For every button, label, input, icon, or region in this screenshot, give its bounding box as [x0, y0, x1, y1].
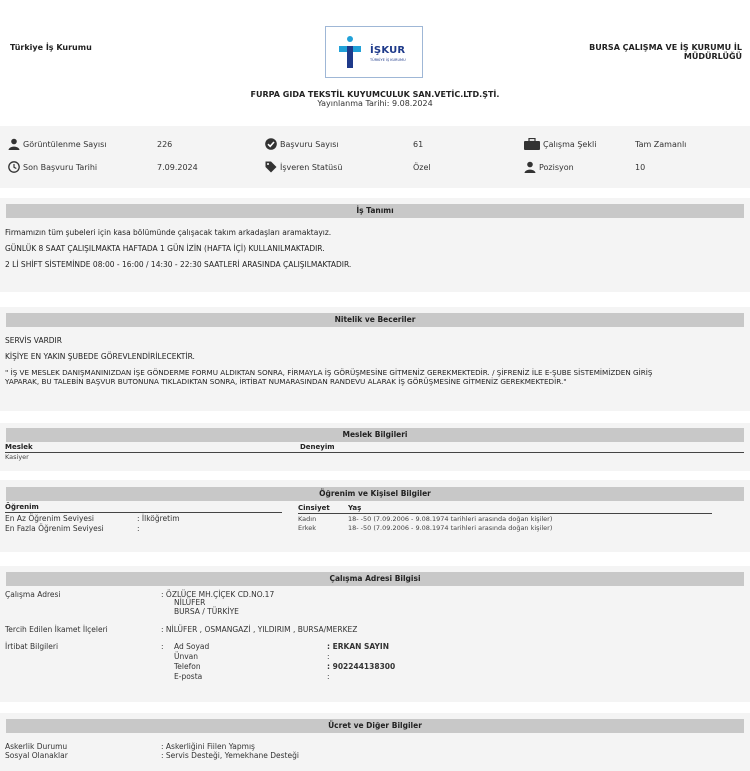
section-title: Çalışma Adresi Bilgisi: [6, 572, 744, 586]
work-address-label: Çalışma Adresi: [5, 590, 61, 599]
military-label: Askerlik Durumu: [5, 742, 68, 751]
skills-line: KİŞİYE EN YAKIN ŞUBEDE GÖREVLENDİRİLECEKTİR.: [5, 352, 195, 361]
clock-icon: [8, 161, 20, 173]
gender-col-header: Cinsiyet: [298, 504, 330, 512]
section-title: Öğrenim ve Kişisel Bilgiler: [6, 487, 744, 501]
province-directorate: [589, 43, 742, 61]
gender-value: Erkek: [298, 524, 317, 532]
stat-views: [8, 138, 107, 150]
experience-col-header: Deneyim: [300, 443, 335, 451]
max-education-label: En Fazla Öğrenim Seviyesi: [5, 524, 104, 533]
user-icon: [8, 138, 20, 150]
work-address-line: BURSA / TÜRKİYE: [174, 607, 239, 616]
job-desc-line: Firmamızın tüm şubeleri için kasa bölümünde çalışacak takım arkadaşları aramaktayız.: [5, 228, 332, 237]
profession-section: [0, 423, 750, 471]
stat-position: [524, 161, 574, 173]
job-desc-line: 2 Lİ SHİFT SİSTEMİNDE 08:00 - 16:00 / 14:30 - 22:30 SAATLERİ ARASINDA ÇALIŞILMAKTADIR.: [5, 260, 352, 269]
education-section: [0, 480, 750, 552]
military-value: : Askerliğini Fiilen Yapmış: [161, 742, 255, 751]
profession-col-header: Meslek: [5, 443, 33, 451]
contact-phone-label: Telefon: [174, 662, 201, 671]
age-col-header: Yaş: [348, 504, 362, 512]
stat-views-label: Görüntülenme Sayısı: [23, 139, 107, 149]
work-address-line: NİLÜFER: [174, 598, 206, 607]
tag-icon: [265, 161, 277, 173]
job-desc-line: GÜNLÜK 8 SAAT ÇALIŞILMAKTA HAFTADA 1 GÜN İZİN (HAFTA İÇİ) KULLANILMAKTADIR.: [5, 244, 325, 253]
section-title: Ücret ve Diğer Bilgiler: [6, 719, 744, 733]
contact-email-value: :: [327, 672, 330, 681]
briefcase-icon: [524, 138, 540, 150]
stat-position-value: 10: [635, 163, 646, 172]
work-address-line: : ÖZLÜCE MH.ÇİÇEK CD.NO.17: [161, 590, 275, 599]
iskur-logo: [325, 26, 423, 78]
contact-colon: :: [161, 642, 164, 651]
stat-last-date: [8, 161, 97, 173]
stat-applications-value: 61: [413, 140, 424, 149]
logo-word: İŞKUR: [370, 45, 406, 56]
skills-line: SERVİS VARDIR: [5, 336, 62, 345]
age-value: 18- -50 (7.09.2006 - 9.08.1974 tarihleri arasında doğan kişiler): [348, 515, 553, 523]
contact-phone-value: : 902244138300: [327, 662, 396, 671]
min-education-label: En Az Öğrenim Seviyesi: [5, 514, 94, 523]
address-section: [0, 566, 750, 702]
contact-title-value: :: [327, 652, 330, 661]
stat-applications-label: Başvuru Sayısı: [280, 139, 339, 149]
divider: [5, 452, 744, 453]
publish-date: Yayınlanma Tarihi: 9.08.2024: [317, 99, 433, 108]
stat-employer: [265, 161, 342, 173]
contact-email-label: E-posta: [174, 672, 203, 681]
contact-title-label: Ünvan: [174, 652, 199, 661]
social-value: : Servis Desteği, Yemekhane Desteği: [161, 751, 299, 760]
stat-work-type: [524, 138, 596, 150]
districts-label: Tercih Edilen İkamet İlçeleri: [5, 625, 108, 634]
iskur-logo-icon: [339, 35, 361, 69]
stat-employer-value: Özel: [413, 163, 431, 172]
check-circle-icon: [265, 138, 277, 150]
job-description-section: [0, 198, 750, 292]
age-value: 18- -50 (7.09.2006 - 9.08.1974 tarihleri arasında doğan kişiler): [348, 524, 553, 532]
gender-value: Kadın: [298, 515, 317, 523]
divider: [5, 512, 282, 513]
divider: [298, 513, 712, 514]
stat-employer-label: İşveren Statüsü: [280, 162, 343, 172]
skills-section: [0, 307, 750, 411]
section-title: İş Tanımı: [6, 204, 744, 218]
stat-position-label: Pozisyon: [539, 162, 574, 172]
stat-views-value: 226: [157, 140, 173, 149]
stat-last-date-value: 7.09.2024: [157, 163, 198, 172]
user-icon: [524, 161, 536, 173]
page-header: [0, 0, 750, 118]
salary-other-section: [0, 713, 750, 771]
province-line2: MÜDÜRLÜĞÜ: [683, 52, 742, 61]
logo-subtitle: TÜRKİYE İŞ KURUMU: [370, 58, 406, 62]
social-label: Sosyal Olanaklar: [5, 751, 68, 760]
stat-work-type-value: Tam Zamanlı: [635, 140, 687, 149]
company-name: FURPA GIDA TEKSTİL KUYUMCULUK SAN.VETİC.LTD.ŞTİ.: [250, 90, 500, 99]
max-education-value: :: [137, 524, 140, 533]
min-education-value: : İlköğretim: [137, 514, 180, 523]
contact-name-label: Ad Soyad: [174, 642, 210, 651]
skills-line: " İŞ VE MESLEK DANIŞMANINIZDAN İŞE GÖNDERME FORMU ALDIKTAN SONRA, FİRMAYLA İŞ GÖRÜŞMESİNE GİTMENİZ GEREKMEKTEDİR. / ŞİFRENİZ İLE E-ŞUBE SİSTEMİMİZDEN GİRİŞ: [5, 368, 653, 377]
contact-name-value: : ERKAN SAYIN: [327, 642, 389, 651]
province-line1: BURSA ÇALIŞMA VE İŞ KURUMU İL: [589, 43, 742, 52]
education-col-header: Öğrenim: [5, 503, 39, 511]
org-name: Türkiye İş Kurumu: [10, 43, 92, 52]
section-title: Meslek Bilgileri: [6, 428, 744, 442]
stats-panel: [0, 126, 750, 188]
profession-value: Kasiyer: [5, 453, 29, 461]
contact-label: İrtibat Bilgileri: [5, 642, 59, 651]
section-title: Nitelik ve Beceriler: [6, 313, 744, 327]
stat-work-type-label: Çalışma Şekli: [543, 139, 597, 149]
stat-applications: [265, 138, 339, 150]
skills-line: YAPARAK, BU TALEBİN BAŞVUR BUTONUNA TIKLADIKTAN SONRA, İRTİBAT NUMARASINDAN RANDEVU ALARAK İŞ GÖRÜŞMESİNE GİTMENİZ GEREKMEKTEDİR.": [5, 377, 567, 386]
districts-value: : NİLÜFER , OSMANGAZİ , YILDIRIM , BURSA/MERKEZ: [161, 625, 358, 634]
stat-last-date-label: Son Başvuru Tarihi: [23, 162, 98, 172]
